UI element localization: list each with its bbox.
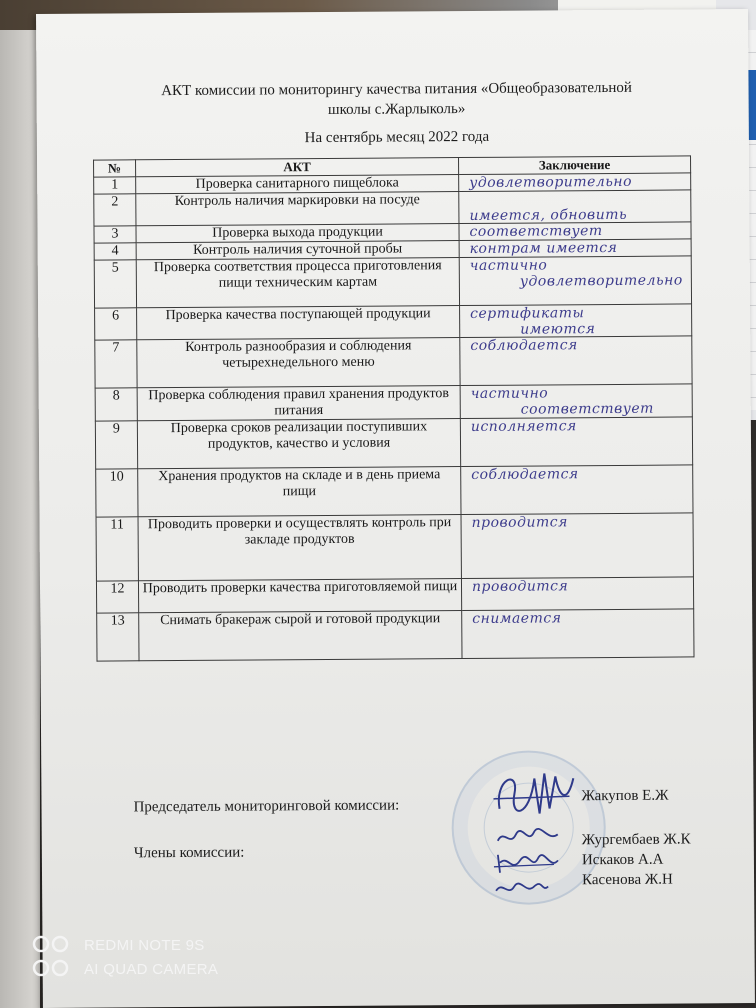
row-act: Проводить проверки качества приготовляемой пищи [138,579,461,613]
row-number: 12 [96,581,138,613]
table-row [96,577,693,613]
row-conclusion [462,609,694,659]
member-signature-3 [492,876,552,898]
row-number: 4 [94,243,136,260]
row-conclusion [461,513,693,579]
member-name-3: Касенова Ж.Н [582,871,673,889]
row-number: 1 [94,177,136,194]
row-act: Хранения продуктов на складе и в день приема пищи [138,467,461,517]
row-number: 13 [97,613,139,661]
watermark-line-2: AI QUAD CAMERA [84,961,219,978]
handwritten-conclusion: частично [470,385,549,402]
handwritten-conclusion: частично [469,257,548,274]
table-row [94,256,691,308]
document-subtitle: На сентябрь месяц 2022 года [304,128,490,147]
member-name-1: Жургембаев Ж.К [581,831,691,849]
document-title [96,77,696,121]
handwritten-conclusion: соблюдается [471,466,579,483]
header-num: № [94,160,136,177]
table-row [94,190,691,226]
row-number: 6 [95,308,137,340]
row-act: Проверка санитарного пищеблока [136,175,459,194]
title-line-1: АКТ комиссии по мониторингу качества питания «Общеобразовательной [161,79,632,100]
row-conclusion [460,336,692,386]
row-number: 3 [94,226,136,243]
row-act: Контроль наличия суточной пробы [136,241,459,260]
row-conclusion [459,173,691,192]
member-name-2: Искаков А.А [581,851,664,869]
handwritten-conclusion: снимается [472,610,562,627]
table-row [96,513,693,581]
members-label: Члены комиссии: [133,844,245,862]
handwritten-conclusion: соответствует [469,223,603,240]
row-act: Проверка соблюдения правил хранения продуктов питания [137,386,460,421]
handwritten-conclusion: проводится [471,578,569,595]
table-row [95,384,692,421]
row-conclusion [459,190,691,224]
row-conclusion [459,256,691,306]
row-act: Проводить проверки и осуществлять контроль при закладе продуктов [138,515,461,581]
row-conclusion [461,465,693,515]
document-sheet [36,9,755,1008]
row-number: 10 [96,469,138,517]
handwritten-conclusion: исполняется [470,418,577,435]
header-act: АКТ [136,158,459,177]
row-act: Контроль наличия маркировки на посуде [136,192,459,226]
row-number: 11 [96,517,138,581]
row-conclusion [459,239,691,258]
chair-label: Председатель мониторинговой комиссии: [133,797,400,816]
row-number: 7 [95,340,137,388]
row-act: Проверка выхода продукции [136,224,459,243]
row-number: 8 [95,388,137,421]
row-conclusion [459,222,691,241]
row-number: 9 [95,421,137,469]
row-act: Контроль разнообразия и соблюдения четырехнедельного меню [137,338,460,388]
handwritten-conclusion: сертификаты [470,305,585,322]
handwritten-conclusion: соответствует [520,400,654,418]
handwritten-conclusion: контрам имеется [469,239,618,257]
member-signature-2 [492,848,562,876]
row-conclusion [460,304,692,338]
row-act: Проверка соответствия процесса приготовления пищи техническим картам [136,258,459,308]
handwritten-conclusion: имеются [520,321,596,338]
row-conclusion [460,417,692,467]
handwritten-conclusion: проводится [471,514,568,531]
watermark-line-1: REDMI NOTE 9S [84,937,205,954]
table-row [95,304,692,340]
row-act: Снимать бракераж сырой и готовой продукции [139,611,462,661]
handwritten-conclusion: удовлетворительно [469,173,633,191]
background-left-paper [0,30,40,1008]
row-act: Проверка качества поступающей продукции [137,306,460,340]
chair-name: Жакупов Е.Ж [581,787,669,805]
table-row [96,465,693,517]
chair-signature [489,758,579,829]
row-number: 2 [94,194,136,226]
handwritten-conclusion: удовлетворительно [519,272,683,290]
handwritten-conclusion: соблюдается [470,337,578,354]
handwritten-conclusion: имеется, обновить [469,206,628,224]
header-conclusion: Заключение [459,156,691,175]
row-conclusion [461,577,693,611]
table-row [97,609,694,661]
table-row [95,336,692,388]
row-conclusion [460,384,692,419]
akt-table [93,155,694,661]
row-number: 5 [94,260,136,308]
row-act: Проверка сроков реализации поступивших продуктов, качество и условия [137,419,460,469]
table-row [95,417,692,469]
member-signature-1 [494,824,564,850]
title-line-2: школы с.Жарлыколь» [327,101,466,118]
camera-lens-icon [32,934,72,982]
